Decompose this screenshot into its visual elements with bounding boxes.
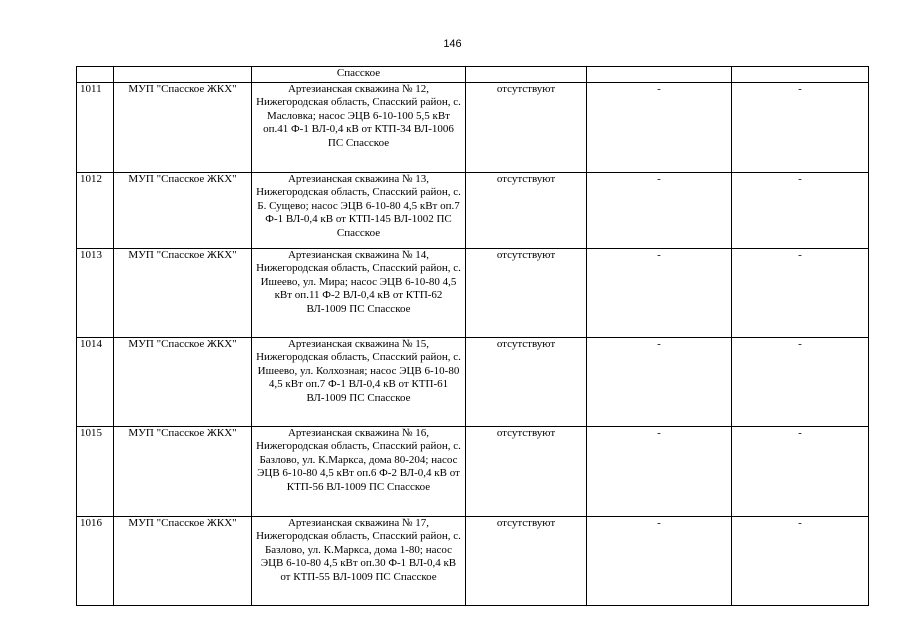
cell-col6: - <box>732 83 869 173</box>
cell-status: отсутствуют <box>466 427 587 517</box>
cell-num: 1011 <box>77 83 114 173</box>
table-row <box>77 83 869 173</box>
cell-col5: - <box>587 249 732 338</box>
cell-num: 1016 <box>77 517 114 606</box>
table-row <box>77 173 869 249</box>
cell-description: Артезианская скважина № 12, Нижегородская область, Спасский район, с. Масловка; насос ЭЦВ 6-10-100 5,5 кВт оп.41 Ф-1 ВЛ-0,4 кВ от КТП-34 ВЛ-1006 ПС Спасское <box>252 83 466 173</box>
cell-num: 1012 <box>77 173 114 249</box>
cell-org: МУП "Спасское ЖКХ" <box>114 427 252 517</box>
cell-status: отсутствуют <box>466 173 587 249</box>
cell-status: отсутствуют <box>466 338 587 427</box>
cell-col6: - <box>732 427 869 517</box>
table-row <box>77 427 869 517</box>
cell-col5: - <box>587 427 732 517</box>
cell-status <box>466 67 587 83</box>
cell-description: Артезианская скважина № 13, Нижегородская область, Спасский район, с. Б. Сущево; насос ЭЦВ 6-10-80 4,5 кВт оп.7 Ф-1 ВЛ-0,4 кВ от КТП-145 ВЛ-1002 ПС Спасское <box>252 173 466 249</box>
facilities-table <box>76 66 869 606</box>
cell-col6 <box>732 67 869 83</box>
cell-org: МУП "Спасское ЖКХ" <box>114 338 252 427</box>
table-row <box>77 249 869 338</box>
cell-status: отсутствуют <box>466 83 587 173</box>
cell-description: Спасское <box>252 67 466 83</box>
page-number: 146 <box>443 38 462 50</box>
cell-num <box>77 67 114 83</box>
cell-col6: - <box>732 173 869 249</box>
cell-col6: - <box>732 517 869 606</box>
cell-col5: - <box>587 173 732 249</box>
table-row <box>77 338 869 427</box>
cell-num: 1015 <box>77 427 114 517</box>
cell-col5: - <box>587 338 732 427</box>
cell-org <box>114 67 252 83</box>
cell-org: МУП "Спасское ЖКХ" <box>114 83 252 173</box>
table-row-continuation <box>77 67 869 83</box>
cell-col6: - <box>732 249 869 338</box>
cell-col6: - <box>732 338 869 427</box>
cell-description: Артезианская скважина № 14, Нижегородская область, Спасский район, с. Ишеево, ул. Мира; насос ЭЦВ 6-10-80 4,5 кВт оп.11 Ф-2 ВЛ-0,4 кВ от КТП-62 ВЛ-1009 ПС Спасское <box>252 249 466 338</box>
cell-org: МУП "Спасское ЖКХ" <box>114 249 252 338</box>
cell-col5: - <box>587 517 732 606</box>
cell-num: 1014 <box>77 338 114 427</box>
cell-org: МУП "Спасское ЖКХ" <box>114 517 252 606</box>
cell-num: 1013 <box>77 249 114 338</box>
table-row <box>77 517 869 606</box>
cell-org: МУП "Спасское ЖКХ" <box>114 173 252 249</box>
cell-description: Артезианская скважина № 17, Нижегородская область, Спасский район, с. Базлово, ул. К.Маркса, дома 1-80; насос ЭЦВ 6-10-80 4,5 кВт оп.30 Ф-1 ВЛ-0,4 кВ от КТП-55 ВЛ-1009 ПС Спасское <box>252 517 466 606</box>
cell-status: отсутствуют <box>466 517 587 606</box>
cell-status: отсутствуют <box>466 249 587 338</box>
cell-col5: - <box>587 83 732 173</box>
cell-description: Артезианская скважина № 16, Нижегородская область, Спасский район, с. Базлово, ул. К.Маркса, дома 80-204; насос ЭЦВ 6-10-80 4,5 кВт оп.6 Ф-2 ВЛ-0,4 кВ от КТП-56 ВЛ-1009 ПС Спасское <box>252 427 466 517</box>
cell-description: Артезианская скважина № 15, Нижегородская область, Спасский район, с. Ишеево, ул. Колхозная; насос ЭЦВ 6-10-80 4,5 кВт оп.7 Ф-1 ВЛ-0,4 кВ от КТП-61 ВЛ-1009 ПС Спасское <box>252 338 466 427</box>
cell-col5 <box>587 67 732 83</box>
